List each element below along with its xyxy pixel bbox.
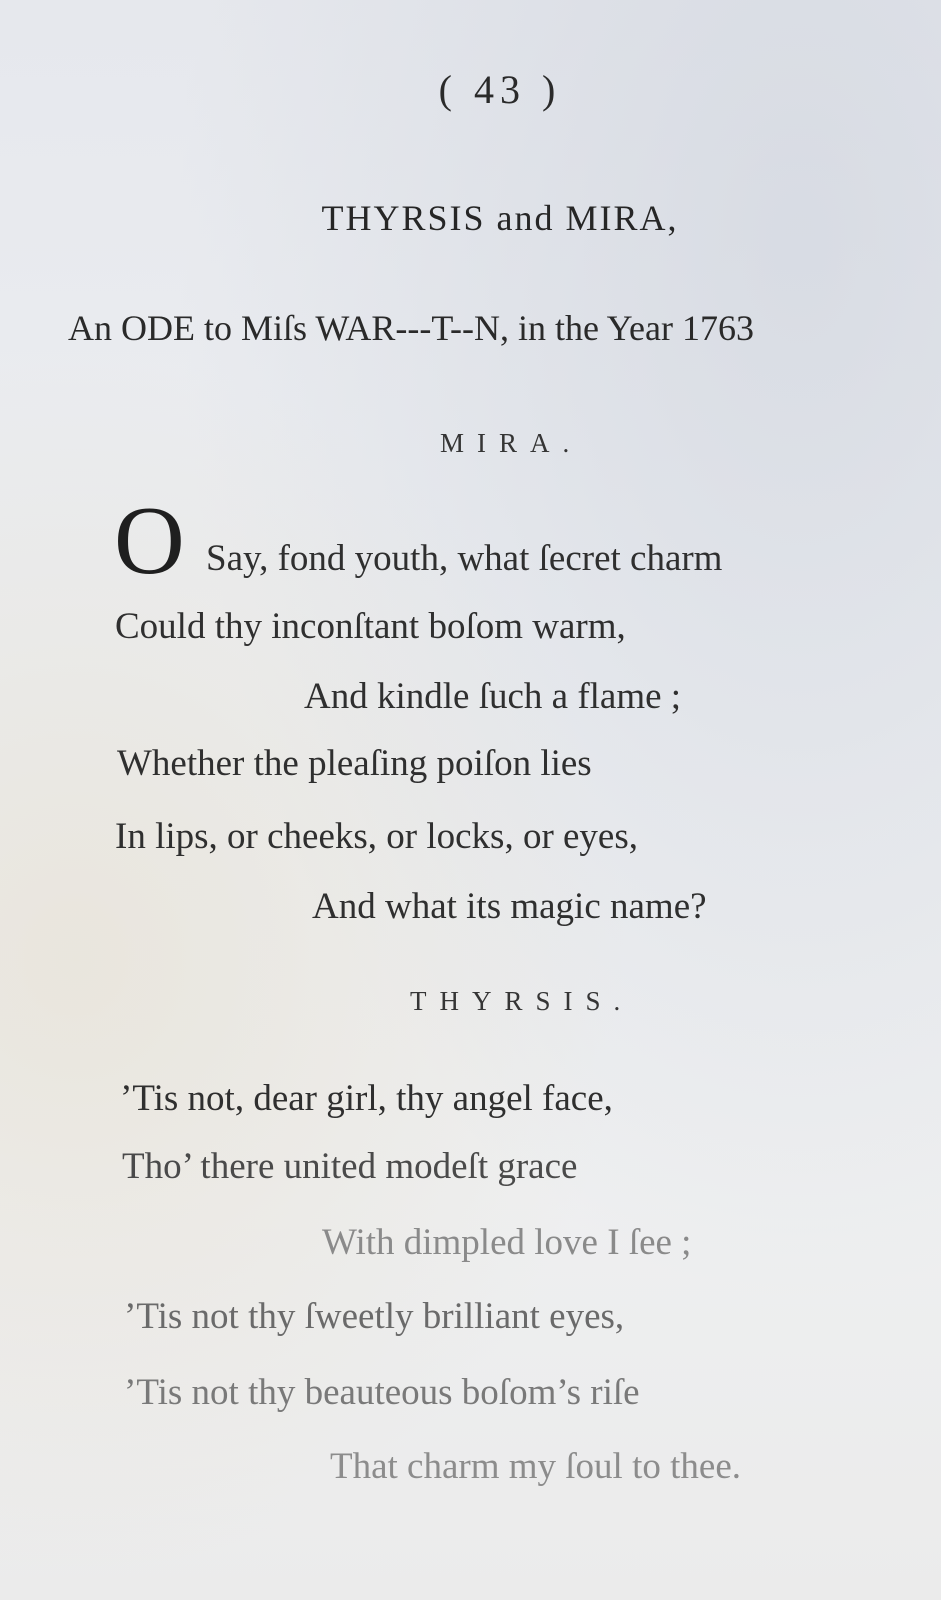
speaker-heading-mira: MIRA. — [440, 428, 583, 458]
verse-line: In lips, or cheeks, or locks, or eyes, — [115, 816, 639, 857]
verse-line: Whether the pleaſing poiſon lies — [117, 743, 592, 784]
poem-title: THYRSIS and MIRA, — [321, 198, 679, 238]
verse-line: ’Tis not thy ſweetly brilliant eyes, — [124, 1296, 625, 1337]
verse-line: And kindle ſuch a flame ; — [304, 676, 682, 717]
verse-line: ’Tis not, dear girl, thy angel face, — [120, 1078, 613, 1119]
speaker-heading-thyrsis: THYRSIS. — [410, 986, 634, 1016]
verse-line: That charm my ſoul to thee. — [330, 1446, 741, 1487]
verse-line: Tho’ there united modeſt grace — [122, 1146, 578, 1187]
page-number: ( 43 ) — [438, 67, 562, 112]
verse-line: Say, fond youth, what ſecret charm — [206, 538, 723, 579]
poem-subtitle: An ODE to Miſs WAR---T--N, in the Year 1763 — [68, 308, 754, 348]
verse-line: ’Tis not thy beauteous boſom’s riſe — [124, 1372, 640, 1413]
verse-line: And what its magic name? — [312, 886, 707, 927]
verse-line: Could thy inconſtant boſom warm, — [115, 606, 626, 647]
verse-line: With dimpled love I ſee ; — [322, 1222, 692, 1263]
drop-cap: O — [114, 487, 185, 595]
